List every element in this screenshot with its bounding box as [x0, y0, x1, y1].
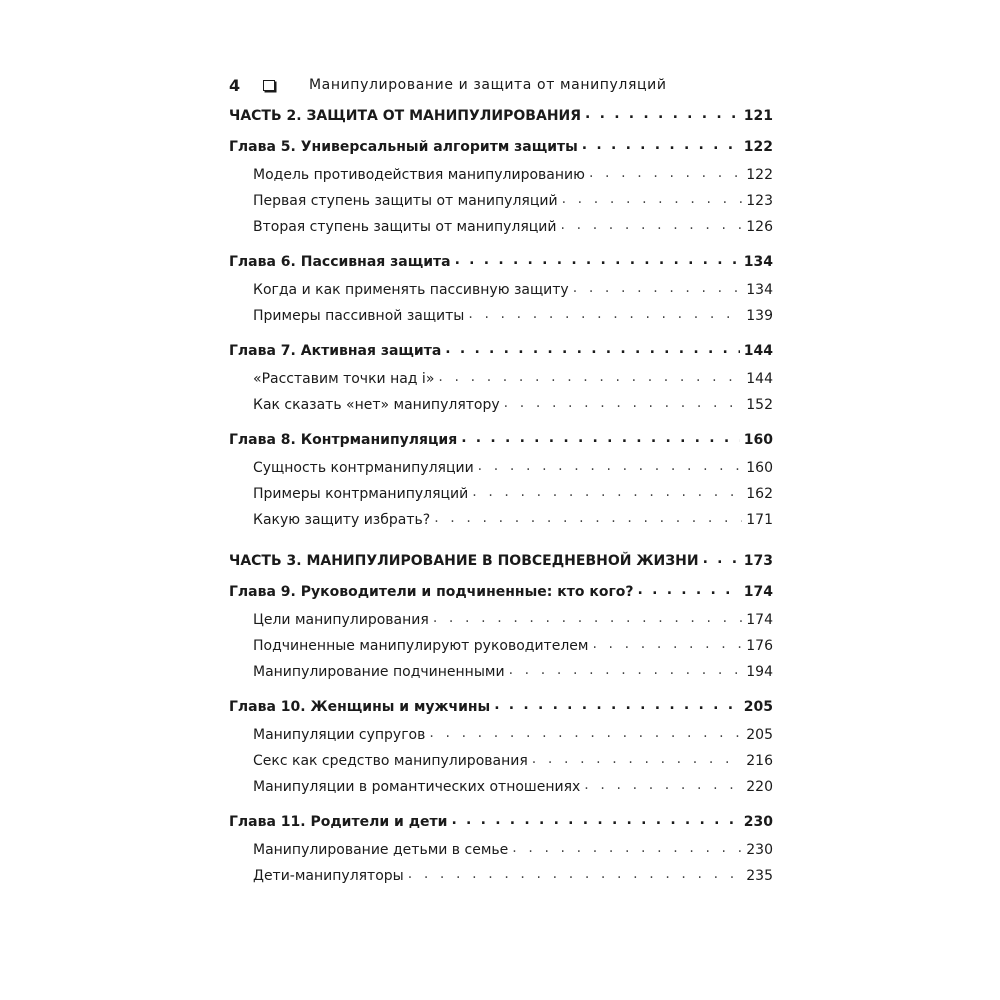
- dot-leader: [472, 479, 742, 505]
- toc-section[interactable]: [229, 455, 773, 481]
- section-title: Как сказать «нет» манипулятору: [253, 397, 500, 413]
- dot-leader: [429, 720, 742, 746]
- toc-section[interactable]: [229, 722, 773, 748]
- page-number: 4: [229, 75, 241, 95]
- dot-leader: [512, 835, 742, 861]
- chapter-block-8: [229, 427, 773, 533]
- toc-section[interactable]: [229, 863, 773, 889]
- section-page-number: 126: [746, 219, 773, 235]
- dot-leader: [589, 160, 742, 186]
- section-page-number: 230: [746, 842, 773, 858]
- chapter-page-number: 174: [743, 584, 773, 600]
- chapter-block-7: [229, 338, 773, 418]
- dot-leader: [638, 577, 740, 603]
- dot-leader: [509, 657, 743, 683]
- chapter-page-number: 122: [743, 139, 773, 155]
- page-header: [229, 70, 773, 100]
- toc-chapter-6[interactable]: [229, 249, 773, 275]
- part-title: ЧАСТЬ 2. ЗАЩИТА ОТ МАНИПУЛИРОВАНИЯ: [229, 108, 582, 124]
- section-page-number: 174: [746, 612, 773, 628]
- section-page-number: 176: [746, 638, 773, 654]
- toc-section[interactable]: [229, 366, 773, 392]
- dot-leader: [438, 364, 742, 390]
- section-title: Манипуляции в романтических отношениях: [253, 779, 581, 795]
- toc-chapter-5[interactable]: [229, 134, 773, 160]
- section-title: Секс как средство манипулирования: [253, 753, 528, 769]
- dot-leader: [468, 301, 742, 327]
- toc-section[interactable]: [229, 837, 773, 863]
- dot-leader: [584, 772, 742, 798]
- dot-leader: [434, 505, 742, 531]
- section-title: Подчиненные манипулируют руководителем: [253, 638, 589, 654]
- dot-leader: [455, 247, 740, 273]
- dot-leader: [408, 861, 743, 887]
- running-title: Манипулирование и защита от манипуляций: [309, 77, 667, 93]
- dot-leader: [582, 132, 740, 158]
- dot-leader: [573, 275, 743, 301]
- chapter-block-5: [229, 134, 773, 240]
- section-title: Манипулирование детьми в семье: [253, 842, 509, 858]
- toc-section[interactable]: [229, 162, 773, 188]
- chapter-title: Глава 5. Универсальный алгоритм защиты: [229, 139, 578, 155]
- toc-section[interactable]: [229, 774, 773, 800]
- chapter-page-number: 205: [743, 699, 773, 715]
- chapter-page-number: 134: [743, 254, 773, 270]
- toc-section[interactable]: [229, 392, 773, 418]
- section-title: Дети-манипуляторы: [253, 868, 404, 884]
- section-title: Модель противодействия манипулированию: [253, 167, 585, 183]
- section-title: Манипуляции супругов: [253, 727, 426, 743]
- section-title: Примеры пассивной защиты: [253, 308, 465, 324]
- section-page-number: 216: [746, 753, 773, 769]
- section-title: Примеры контрманипуляций: [253, 486, 469, 502]
- section-page-number: 160: [746, 460, 773, 476]
- toc-section[interactable]: [229, 607, 773, 633]
- toc-chapter-7[interactable]: [229, 338, 773, 364]
- section-page-number: 194: [746, 664, 773, 680]
- chapter-block-10: [229, 694, 773, 800]
- toc-section[interactable]: [229, 659, 773, 685]
- dot-leader: [592, 631, 742, 657]
- section-page-number: 144: [746, 371, 773, 387]
- section-page-number: 152: [746, 397, 773, 413]
- toc-part-3[interactable]: [229, 548, 773, 574]
- section-title: Вторая ступень защиты от манипуляций: [253, 219, 557, 235]
- dot-leader: [478, 453, 743, 479]
- section-page-number: 122: [746, 167, 773, 183]
- dot-leader: [451, 807, 739, 833]
- section-page-number: 134: [746, 282, 773, 298]
- chapter-block-11: [229, 809, 773, 889]
- toc-section[interactable]: [229, 748, 773, 774]
- table-of-contents: [229, 103, 773, 889]
- dot-leader: [703, 546, 740, 572]
- dot-leader: [562, 186, 743, 212]
- dot-leader: [433, 605, 742, 631]
- section-title: Когда и как применять пассивную защиту: [253, 282, 569, 298]
- chapter-title: Глава 6. Пассивная защита: [229, 254, 451, 270]
- toc-section[interactable]: [229, 214, 773, 240]
- dot-leader: [532, 746, 743, 772]
- chapter-page-number: 160: [743, 432, 773, 448]
- toc-section[interactable]: [229, 633, 773, 659]
- toc-chapter-10[interactable]: [229, 694, 773, 720]
- toc-chapter-11[interactable]: [229, 809, 773, 835]
- toc-part-2[interactable]: [229, 103, 773, 129]
- chapter-block-9: [229, 579, 773, 685]
- part-page-number: 121: [743, 108, 773, 124]
- section-page-number: 171: [746, 512, 773, 528]
- toc-section[interactable]: [229, 303, 773, 329]
- section-title: Цели манипулирования: [253, 612, 429, 628]
- chapter-page-number: 230: [743, 814, 773, 830]
- section-page-number: 123: [746, 193, 773, 209]
- toc-section[interactable]: [229, 277, 773, 303]
- square-bullet-icon: [263, 80, 275, 91]
- section-title: Какую защиту избрать?: [253, 512, 431, 528]
- dot-leader: [585, 101, 740, 127]
- chapter-page-number: 144: [743, 343, 773, 359]
- toc-section[interactable]: [229, 188, 773, 214]
- chapter-title: Глава 11. Родители и дети: [229, 814, 448, 830]
- toc-chapter-8[interactable]: [229, 427, 773, 453]
- part-title: ЧАСТЬ 3. МАНИПУЛИРОВАНИЕ В ПОВСЕДНЕВНОЙ ЖИЗНИ: [229, 553, 699, 569]
- part-page-number: 173: [743, 553, 773, 569]
- dot-leader: [461, 425, 740, 451]
- dot-leader: [504, 390, 743, 416]
- toc-chapter-9[interactable]: [229, 579, 773, 605]
- section-title: Сущность контрманипуляции: [253, 460, 474, 476]
- section-title: Манипулирование подчиненными: [253, 664, 505, 680]
- section-page-number: 235: [746, 868, 773, 884]
- toc-section[interactable]: [229, 481, 773, 507]
- section-page-number: 220: [746, 779, 773, 795]
- section-title: Первая ступень защиты от манипуляций: [253, 193, 558, 209]
- chapter-title: Глава 7. Активная защита: [229, 343, 442, 359]
- dot-leader: [494, 692, 740, 718]
- chapter-title: Глава 10. Женщины и мужчины: [229, 699, 491, 715]
- section-page-number: 162: [746, 486, 773, 502]
- dot-leader: [445, 336, 739, 362]
- section-title: «Расставим точки над і»: [253, 371, 435, 387]
- section-page-number: 205: [746, 727, 773, 743]
- chapter-title: Глава 9. Руководители и подчиненные: кто кого?: [229, 584, 634, 600]
- dot-leader: [561, 212, 743, 238]
- chapter-block-6: [229, 249, 773, 329]
- section-page-number: 139: [746, 308, 773, 324]
- chapter-title: Глава 8. Контрманипуляция: [229, 432, 458, 448]
- book-page: [229, 70, 773, 889]
- toc-section[interactable]: [229, 507, 773, 533]
